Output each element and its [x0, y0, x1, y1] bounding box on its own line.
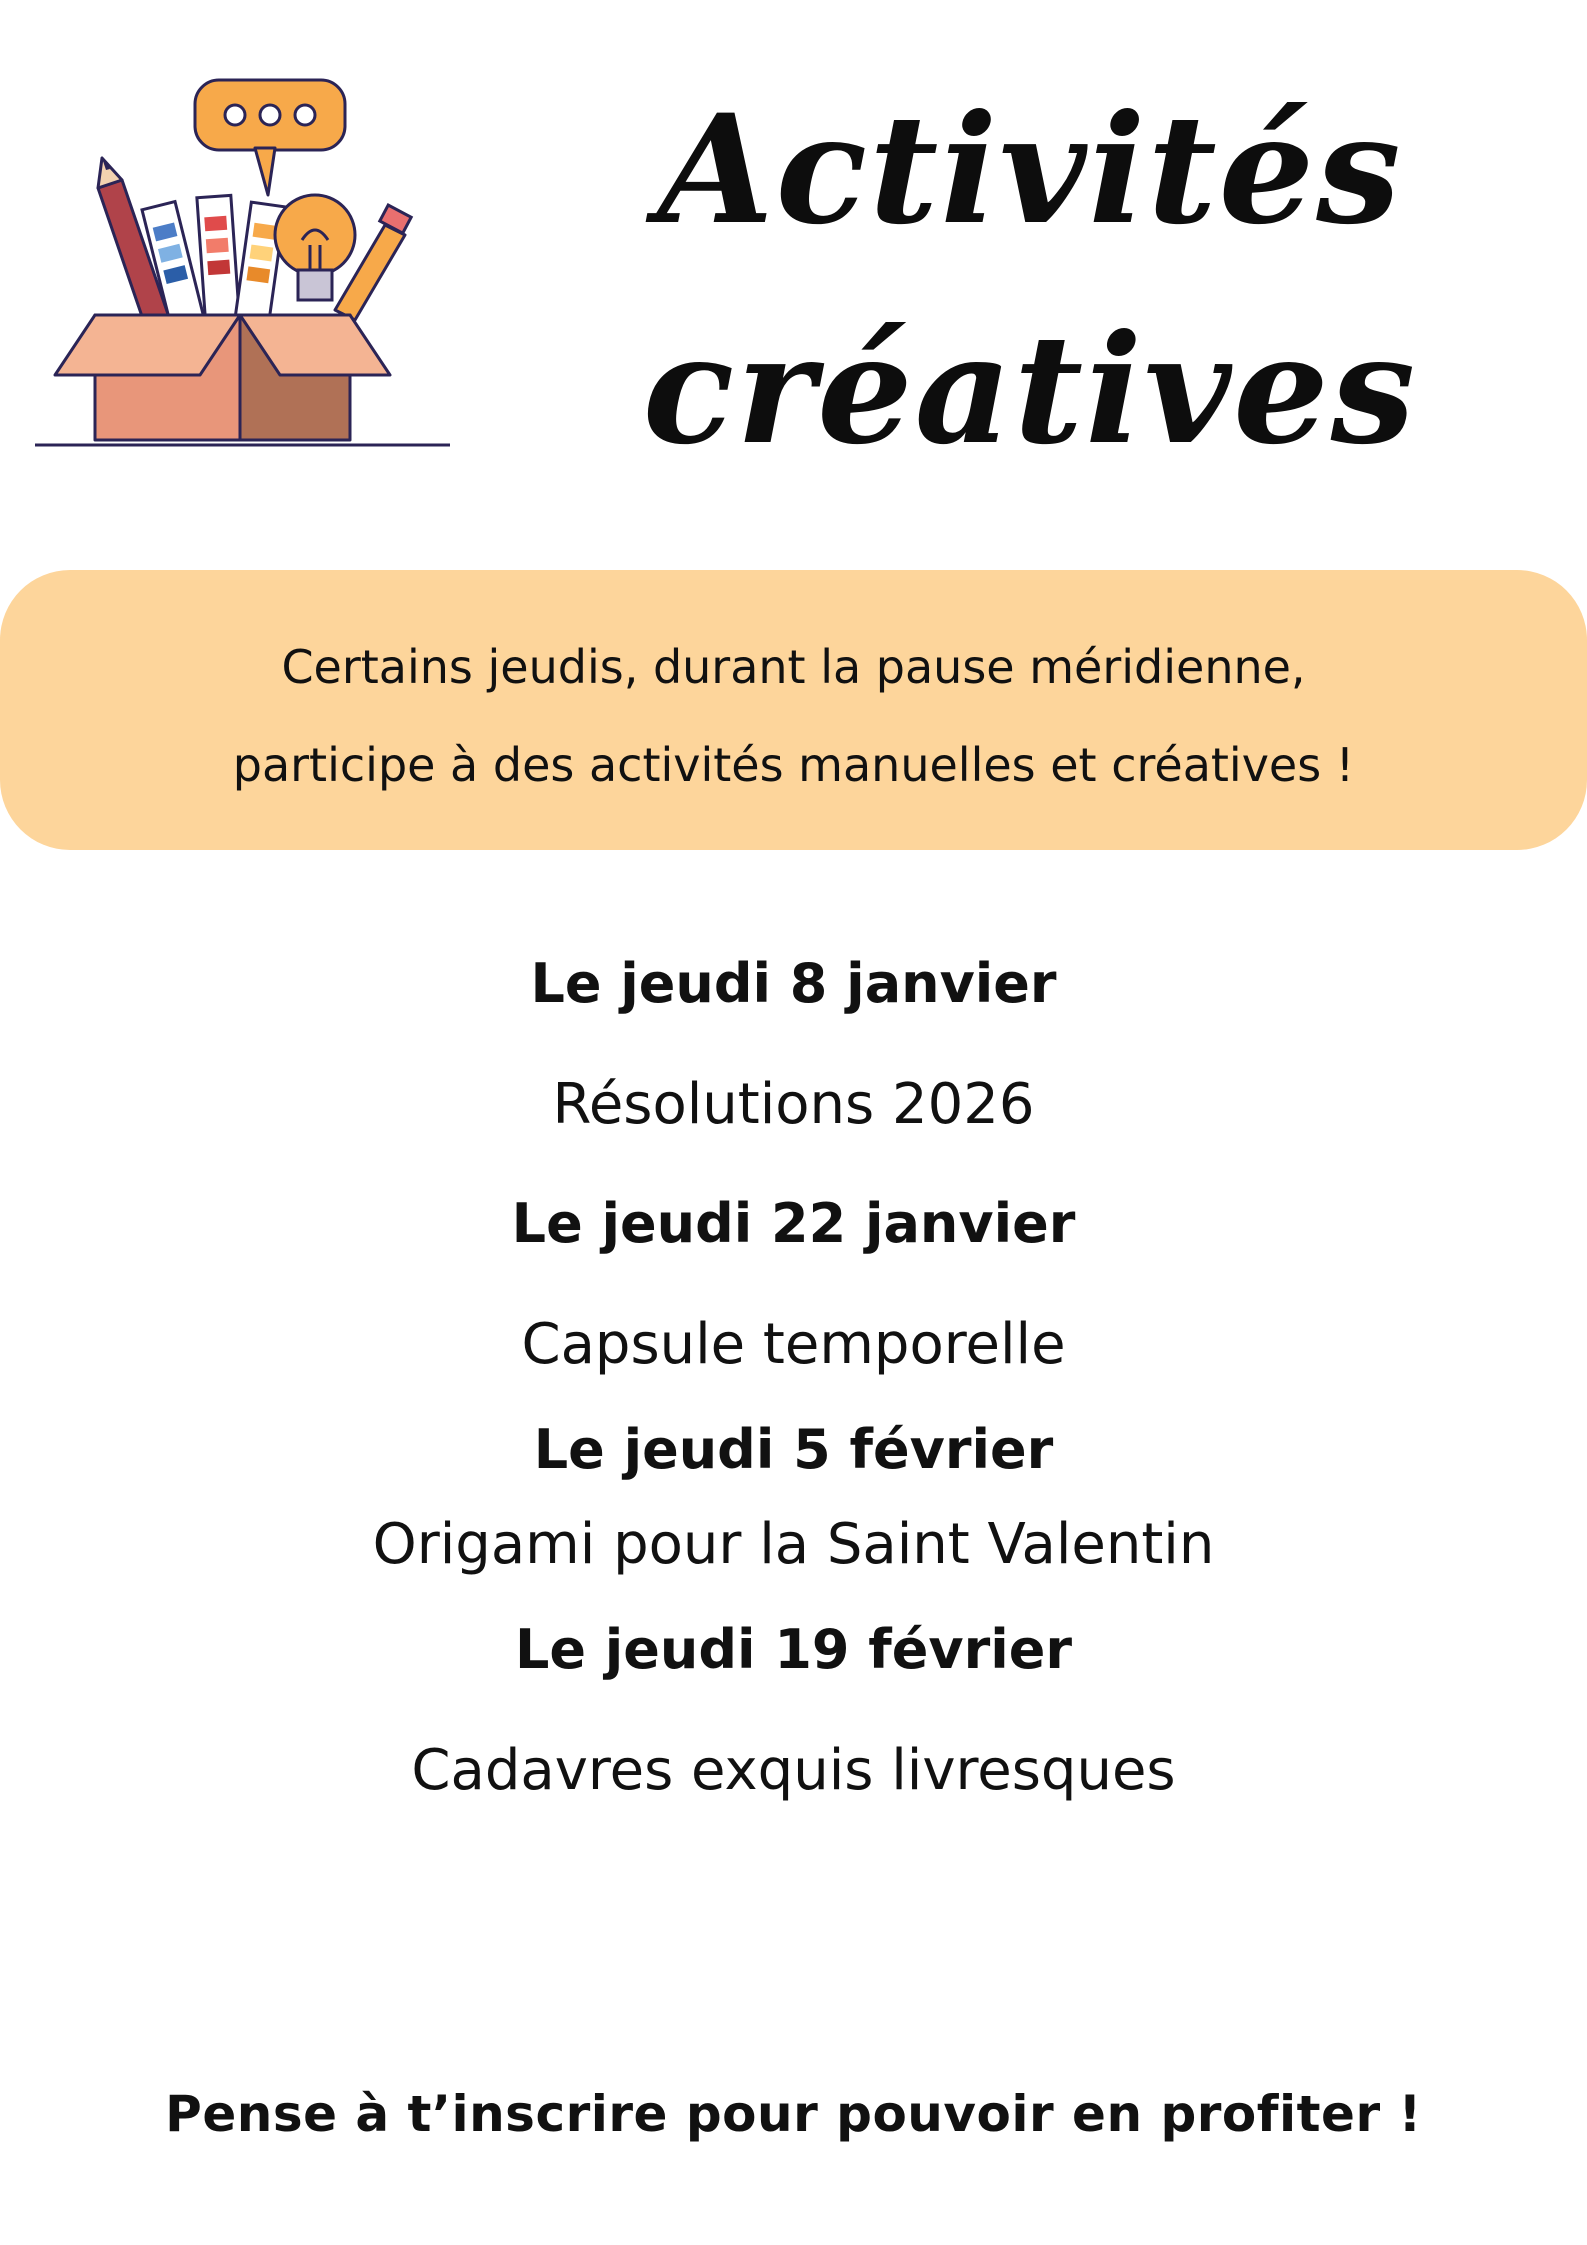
page-title: [500, 60, 1560, 500]
schedule-date: Le jeudi 5 février: [533, 1418, 1054, 1481]
schedule-date: Le jeudi 19 février: [514, 1618, 1073, 1681]
schedule-date: Le jeudi 8 janvier: [530, 952, 1057, 1015]
light-bulb-icon: [275, 195, 355, 300]
schedule-activity: Capsule temporelle: [521, 1312, 1066, 1377]
title-line-1: Activités: [657, 82, 1403, 258]
schedule-activity: Origami pour la Saint Valentin: [372, 1512, 1215, 1577]
title-line-2: créatives: [642, 302, 1418, 478]
cardboard-box-icon: [35, 315, 450, 445]
schedule-date: Le jeudi 22 janvier: [511, 1192, 1076, 1255]
speech-bubble-icon: [195, 80, 345, 195]
footer-cta: Pense à t’inscrire pour pouvoir en profiter !: [165, 2085, 1422, 2143]
intro-line-2: participe à des activités manuelles et créatives !: [232, 738, 1355, 792]
intro-banner: [0, 570, 1587, 850]
schedule-activity: Cadavres exquis livresques: [411, 1738, 1176, 1803]
creative-box-icon: [30, 70, 450, 460]
intro-line-1: Certains jeudis, durant la pause méridienne,: [281, 640, 1306, 694]
schedule-activity: Résolutions 2026: [552, 1072, 1035, 1137]
